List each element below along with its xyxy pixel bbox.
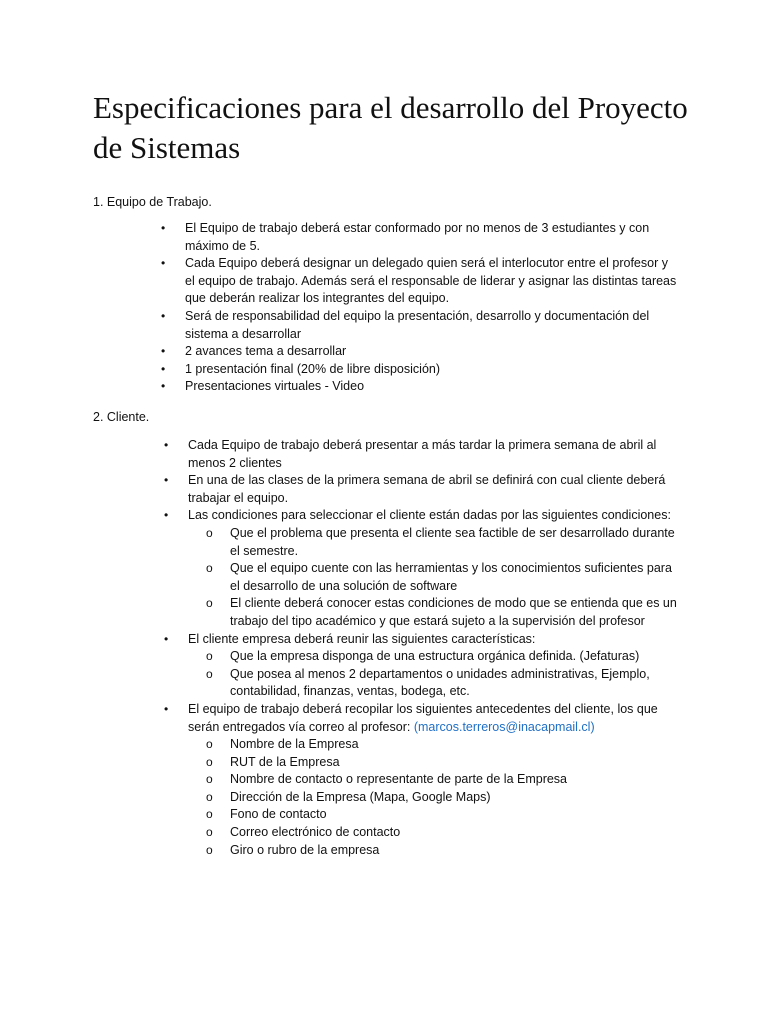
sub-bullet-icon: o	[206, 789, 213, 804]
sub-bullet-icon: o	[206, 596, 213, 611]
document-title: Especificaciones para el desarrollo del Proyecto de Sistemas	[93, 90, 688, 165]
sub-bullet-icon: o	[206, 666, 213, 681]
bullet-icon: •	[164, 701, 169, 716]
list-item: • Las condiciones para seleccionar el cliente están dadas por las siguientes condiciones: o Que el problema que presenta el cliente sea factible de ser desarrollado durante el semestre. o Que el equipo cuente con las herramientas y los conocimientos suficientes para el desarrollo de una solución de software o El cliente deberá conocer estas condiciones de modo que se entienda que es un trabajo del tipo académico y que estará sujeto a la supervisión del profesor	[93, 507, 678, 630]
sub-bullet-icon: o	[206, 561, 213, 576]
sub-bullet-icon: o	[206, 842, 213, 857]
sub-bullet-icon: o	[206, 525, 213, 540]
section2-list	[93, 437, 678, 859]
bullet-icon: •	[161, 361, 166, 376]
sub-bullet-icon: o	[206, 772, 213, 787]
list-item: • El Equipo de trabajo deberá estar conformado por no menos de 3 estudiantes y con máximo de 5.	[161, 221, 650, 253]
list-item: • 1 presentación final (20% de libre disposición)	[93, 361, 678, 379]
professor-email-link[interactable]: (marcos.terreros@inacapmail.cl)	[413, 719, 595, 734]
sub-list-item: o RUT de la Empresa	[183, 754, 678, 772]
list-item: • Presentaciones virtuales - Video	[93, 378, 678, 396]
bullet-icon: •	[164, 438, 169, 452]
sub-list-item: o Correo electrónico de contacto	[183, 824, 678, 842]
sub-list	[188, 648, 678, 701]
sub-bullet-icon: o	[206, 825, 213, 840]
list-item: • Será de responsabilidad del equipo la presentación, desarrollo y documentación del sistema a desarrollar	[161, 308, 650, 341]
sub-bullet-icon: o	[206, 649, 213, 664]
section-heading-equipo: 1. Equipo de Trabajo.	[93, 195, 212, 209]
bullet-icon: •	[161, 308, 166, 323]
list-item: • El equipo de trabajo deberá recopilar los siguientes antecedentes del cliente, los que serán entregados vía correo al profesor: (marcos.terreros@inacapmail.cl) o Nombre de la Empresa o RUT de la Empresa o Nombre de contacto o representante de parte de la Empresa o Dirección de la Empresa (Mapa, Google Maps) o Fono de contacto o Correo electrónico de contacto o Giro o rubro de la empresa	[93, 701, 678, 859]
sub-list-item: o Que posea al menos 2 departamentos o unidades administrativas, Ejemplo, contabilidad, finanzas, ventas, bodega, etc.	[206, 666, 650, 699]
list-item: • En una de las clases de la primera semana de abril se definirá con cual cliente deberá trabajar el equipo.	[164, 473, 666, 505]
sub-bullet-icon: o	[206, 754, 213, 769]
section1-list	[93, 220, 678, 396]
sub-list-item: o Que el equipo cuente con las herramientas y los conocimientos suficientes para el desarrollo de una solución de software	[206, 561, 672, 593]
section-heading-cliente: 2. Cliente.	[93, 410, 150, 424]
list-item: • El cliente empresa deberá reunir las siguientes características: o Que la empresa disponga de una estructura orgánica definida. (Jefaturas) o Que posea al menos 2 departamentos o unidades administrativas, Ejemplo, contabilidad, finanzas, ventas, bodega, etc.	[93, 631, 678, 701]
sub-list	[188, 525, 678, 631]
sub-list-item: o Nombre de la Empresa	[183, 736, 678, 754]
bullet-icon: •	[161, 379, 166, 394]
sub-list	[188, 736, 678, 859]
sub-list-item: o Fono de contacto	[183, 806, 678, 824]
sub-list-item: o Giro o rubro de la empresa	[183, 842, 678, 860]
sub-bullet-icon: o	[206, 807, 213, 822]
sub-list-item: o Dirección de la Empresa (Mapa, Google Maps)	[183, 789, 678, 807]
bullet-icon: •	[161, 221, 166, 235]
bullet-icon: •	[164, 508, 169, 523]
list-item: • Cada Equipo deberá designar un delegado quien será el interlocutor entre el profesor y el equipo de trabajo. Además será el responsable de liderar y asignar las distintas tareas que deberán realizar los integrantes del equipo.	[161, 256, 677, 306]
sub-list-item: o Nombre de contacto o representante de parte de la Empresa	[183, 771, 678, 789]
list-item: • Cada Equipo de trabajo deberá presentar a más tardar la primera semana de abril al menos 2 clientes	[164, 438, 657, 470]
sub-bullet-icon: o	[206, 737, 213, 752]
bullet-icon: •	[161, 344, 166, 359]
list-item: • 2 avances tema a desarrollar	[93, 343, 678, 361]
bullet-icon: •	[161, 256, 166, 271]
bullet-icon: •	[164, 631, 169, 646]
sub-list-item: o El cliente deberá conocer estas condiciones de modo que se entienda que es un trabajo del tipo académico y que estará sujeto a la supervisión del profesor	[206, 596, 677, 628]
bullet-icon: •	[164, 473, 169, 488]
sub-list-item: o Que la empresa disponga de una estructura orgánica definida. (Jefaturas)	[183, 648, 678, 666]
sub-list-item: o Que el problema que presenta el cliente sea factible de ser desarrollado durante el semestre.	[206, 525, 675, 558]
